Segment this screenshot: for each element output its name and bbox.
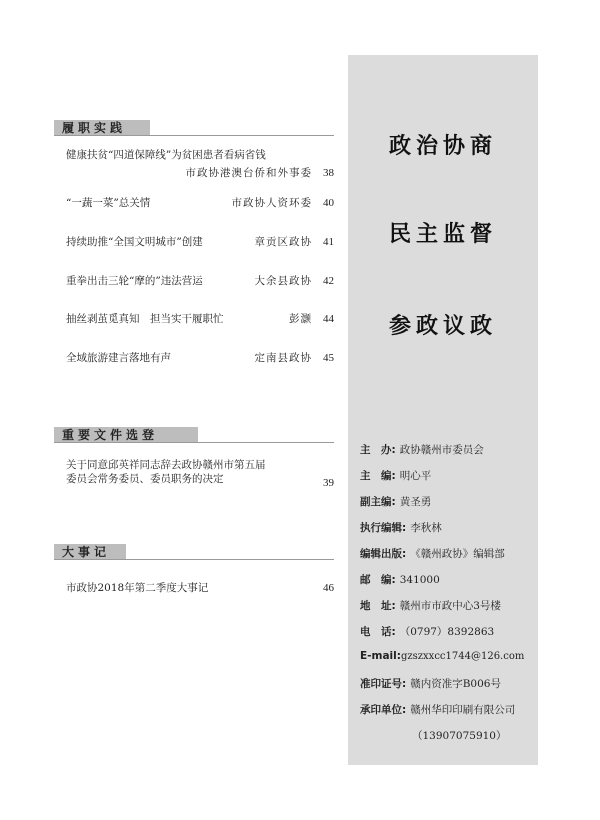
section-divider	[54, 559, 334, 560]
section-tab-practice: 履职实践	[54, 120, 150, 136]
toc-item-author: 彭灏	[289, 313, 312, 325]
toc-item-page: 45	[323, 352, 334, 364]
toc-item-title: 重拳出击三轮“摩的”违法营运	[66, 275, 203, 287]
toc-item-page: 38	[323, 167, 334, 179]
toc-item-author: 定南县政协	[254, 352, 312, 364]
toc-item-title: 市政协2018年第二季度大事记	[66, 582, 209, 594]
toc-item[interactable]	[66, 351, 334, 365]
toc-item[interactable]	[66, 581, 334, 595]
toc-item-title: 健康扶贫“四道保障线”为贫困患者看病省钱	[66, 149, 266, 161]
toc-item[interactable]	[66, 235, 334, 249]
toc-item-page: 41	[323, 236, 334, 248]
toc-item-title: 抽丝剥茧觅真知 担当实干履职忙	[66, 313, 224, 325]
toc-item-page: 42	[323, 275, 334, 287]
toc-item-title: 全域旅游建言落地有声	[66, 352, 171, 364]
info-row-editor: 主 编: 明心平	[360, 470, 432, 482]
toc-item-page: 39	[323, 477, 334, 489]
info-row-address: 地 址: 赣州市市政中心3号楼	[360, 600, 501, 612]
toc-item[interactable]	[66, 196, 334, 210]
slogan-political-consultation: 政治协商	[388, 133, 497, 159]
toc-item[interactable]	[66, 312, 334, 326]
section-divider	[54, 442, 334, 443]
toc-item-author: 市政协港澳台侨和外事委	[185, 167, 312, 179]
toc-item[interactable]	[66, 458, 334, 492]
section-tab-documents: 重要文件选登	[54, 427, 198, 443]
info-row-executive-editor: 执行编辑: 李秋林	[360, 522, 442, 534]
info-row-phone: 电 话: （0797）8392863	[360, 626, 495, 638]
info-row-printer-phone: （13907075910）	[412, 730, 507, 742]
toc-item-title-line1: 关于同意邱英祥同志辞去政协赣州市第五届	[66, 459, 266, 471]
toc-item-page: 40	[323, 197, 334, 209]
toc-item[interactable]	[66, 274, 334, 288]
toc-item-page: 44	[323, 313, 334, 325]
toc-item-title: 持续助推“全国文明城市”创建	[66, 236, 203, 248]
toc-item-title: “一蔬一菜”总关情	[66, 197, 151, 209]
info-row-deputy-editor: 副主编: 黄圣勇	[360, 496, 432, 508]
toc-item-title-line2: 委员会常务委员、委员职务的决定	[66, 473, 224, 485]
section-tab-events: 大事记	[54, 544, 126, 560]
toc-item-author: 大余县政协	[254, 275, 312, 287]
info-row-printer: 承印单位: 赣州华印印刷有限公司	[360, 704, 516, 716]
info-row-sponsor: 主 办: 政协赣州市委员会	[360, 444, 484, 456]
toc-item-page: 46	[323, 582, 334, 594]
section-divider	[54, 135, 334, 136]
toc-item[interactable]	[66, 148, 334, 180]
info-row-permit: 准印证号: 赣内资准字B006号	[360, 678, 501, 690]
slogan-participation: 参政议政	[388, 313, 497, 339]
toc-item-author: 市政协人资环委	[231, 197, 312, 209]
info-row-email[interactable]: E-mail:gzszxxcc1744@126.com	[360, 650, 525, 662]
slogan-democratic-supervision: 民主监督	[388, 221, 497, 247]
masthead-sidebar	[348, 55, 538, 765]
toc-item-author: 章贡区政协	[254, 236, 312, 248]
info-row-publisher: 编辑出版: 《赣州政协》编辑部	[360, 548, 505, 560]
info-row-postcode: 邮 编: 341000	[360, 574, 440, 586]
